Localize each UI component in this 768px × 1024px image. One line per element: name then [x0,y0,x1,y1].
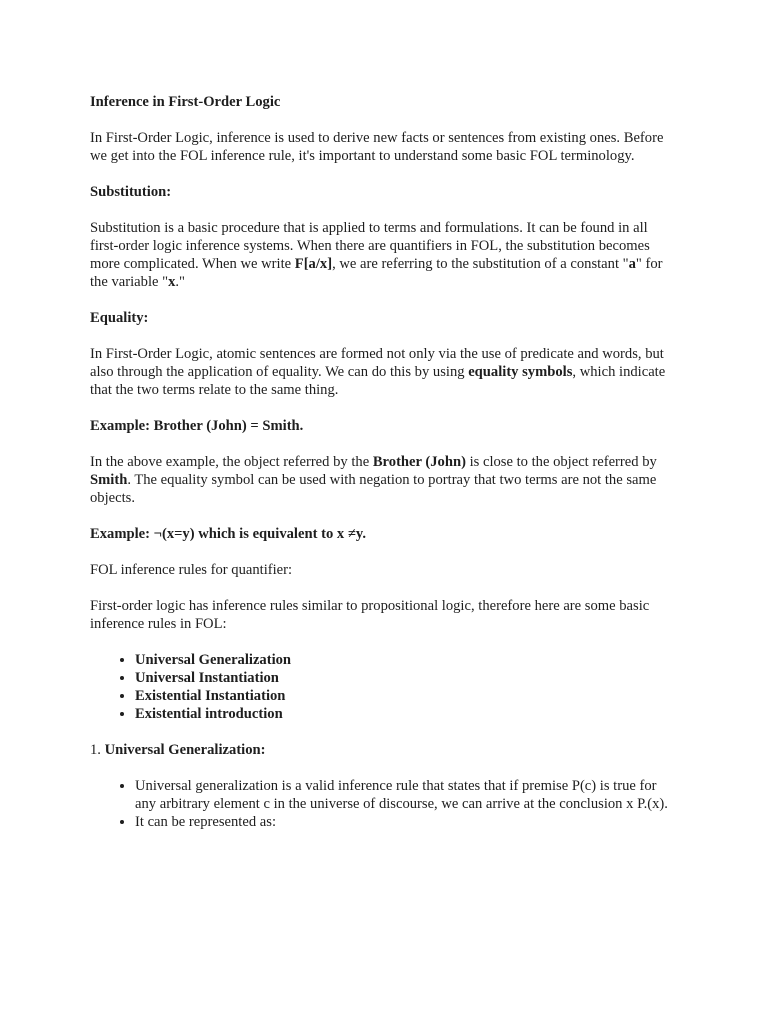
section-1-number: 1. [90,742,105,758]
list-item: • Universal Instantiation [135,669,675,687]
section-1-heading [90,741,675,759]
list-item: • Universal generalization is a valid inference rule that states that if premise P(c) is true for any arbitrary element c in the universe of discourse, we can arrive at the conclusion x P.(x). [135,777,675,813]
example-1-bold-brother: Brother (John) [372,454,466,470]
section-1-list [90,777,675,831]
document-page [90,93,675,849]
substitution-text-3: " for the variable " [90,256,663,290]
equality-text-2: , which indicate that the two terms relate to the same thing. [90,364,666,398]
example-1-explanation [90,453,675,507]
substitution-text-1: Substitution is a basic procedure that is applied to terms and formulations. It can be found in all first-order logic inference systems. When there are quantifiers in FOL, the substitution becomes more complicated. When we write [90,220,650,272]
equality-text-1: In First-Order Logic, atomic sentences are formed not only via the use of predicate and words, but also through the application of equality. We can do this by using [90,346,664,380]
substitution-text-2: , we are referring to the substitution of a constant " [332,256,629,272]
fol-rules-intro: First-order logic has inference rules similar to propositional logic, therefore here are some basic inference rules in FOL: [90,598,650,632]
list-item: • Universal Generalization [135,651,675,669]
equality-symbols-term: equality symbols [468,364,573,380]
equality-heading: Equality: [90,310,149,326]
substitution-expression: F[a/x] [294,256,333,272]
document-title: Inference in First-Order Logic [90,94,281,110]
substitution-text-4: ." [175,274,185,290]
equality-paragraph [90,345,675,399]
fol-rules-heading: FOL inference rules for quantifier: [90,562,293,578]
intro-paragraph: In First-Order Logic, inference is used to derive new facts or sentences from existing ones. Before we get into the FOL inference rule, it's important to understand some basic FOL terminology. [90,130,664,164]
example-1-bold-smith: Smith [90,472,128,488]
substitution-paragraph [90,219,675,291]
example-1-text-3: . The equality symbol can be used with negation to portray that two terms are not the same objects. [90,472,657,506]
example-1-text-1: In the above example, the object referred by the [90,454,373,470]
rules-list [90,651,675,723]
substitution-constant: a [628,256,636,272]
example-1-text-2: is close to the object referred by [465,454,657,470]
example-1: Example: Brother (John) = Smith. [90,418,304,434]
list-item: • Existential introduction [135,705,675,723]
section-1-title: Universal Generalization: [104,742,266,758]
list-item: • It can be represented as: [135,813,675,831]
example-2: Example: ¬(x=y) which is equivalent to x ≠y. [90,526,366,542]
substitution-variable: x [168,274,176,290]
substitution-heading: Substitution: [90,184,172,200]
list-item: • Existential Instantiation [135,687,675,705]
